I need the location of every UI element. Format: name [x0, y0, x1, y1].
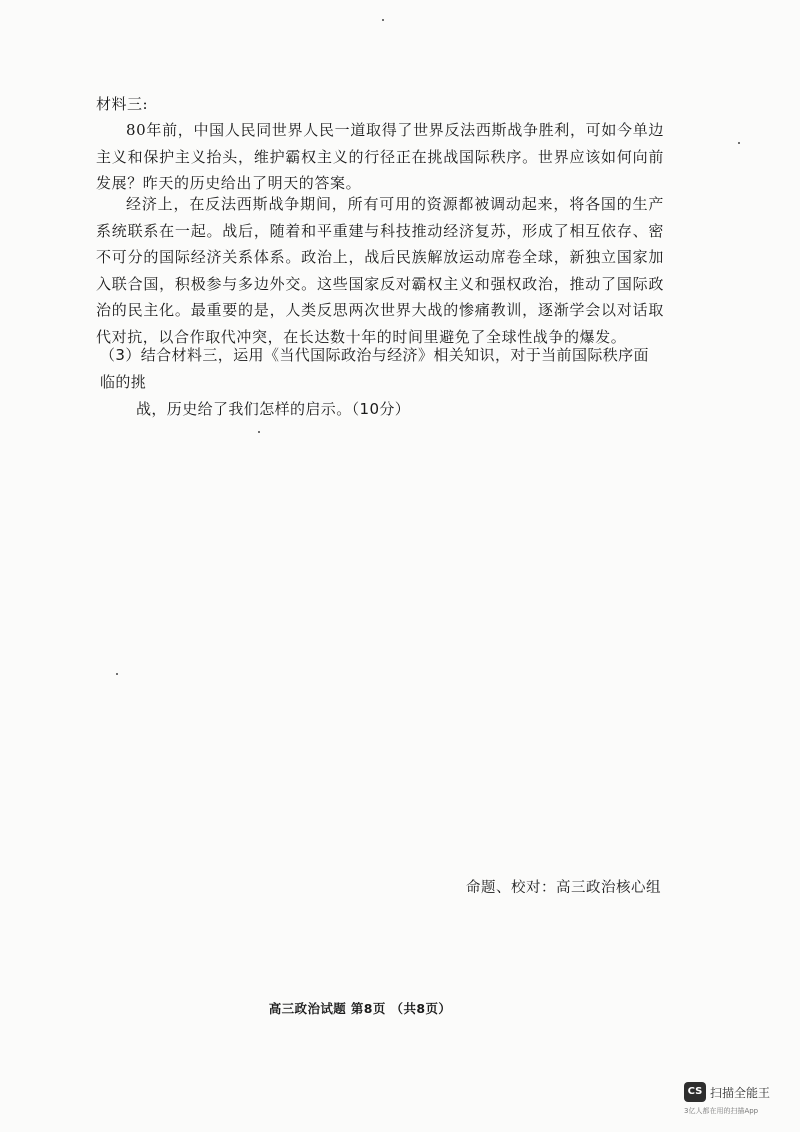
scan-speck [258, 431, 260, 433]
question-line-1: （3）结合材料三，运用《当代国际政治与经济》相关知识，对于当前国际秩序面临的挑 [100, 346, 649, 391]
material-heading: 材料三: [96, 95, 149, 113]
question-line-2: 战，历史给了我们怎样的启示。（10分） [136, 400, 411, 418]
page-footer: 高三政治试题 第8页 （共8页） [268, 1001, 452, 1016]
scan-speck [738, 142, 740, 144]
watermark-tagline: 3亿人都在用的扫描App [684, 1107, 759, 1115]
scan-speck [382, 19, 384, 21]
material-paragraph-2: 经济上，在反法西斯战争期间，所有可用的资源都被调动起来，将各国的生产系统联系在一起。战后，随着和平重建与科技推动经济复苏，形成了相互依存、密不可分的国际经济关系体系。政治上，战后民族解放运动席卷全球，新独立国家加入联合国，积极参与多边外交。这些国家反对霸权主义和强权政治，推动了国际政治的民主化。最重要的是，人类反思两次世界大战的惨痛教训，逐渐学会以对话取代对抗，以合作取代冲突，在长达数十年的时间里避免了全球性战争的爆发。 [96, 195, 664, 346]
camscanner-logo-icon: CS [684, 1082, 706, 1102]
watermark-name: 扫描全能王 [710, 1086, 771, 1100]
scanner-watermark [684, 1082, 784, 1118]
credits: 命题、校对：高三政治核心组 [466, 880, 661, 896]
material-paragraph-1: 80年前，中国人民同世界人民一道取得了世界反法西斯战争胜利，可如今单边主义和保护主义抬头，维护霸权主义的行径正在挑战国际秩序。世界应该如何向前发展？昨天的历史给出了明天的答案。 [96, 121, 664, 192]
scan-speck [116, 673, 118, 675]
question-3 [100, 342, 664, 423]
